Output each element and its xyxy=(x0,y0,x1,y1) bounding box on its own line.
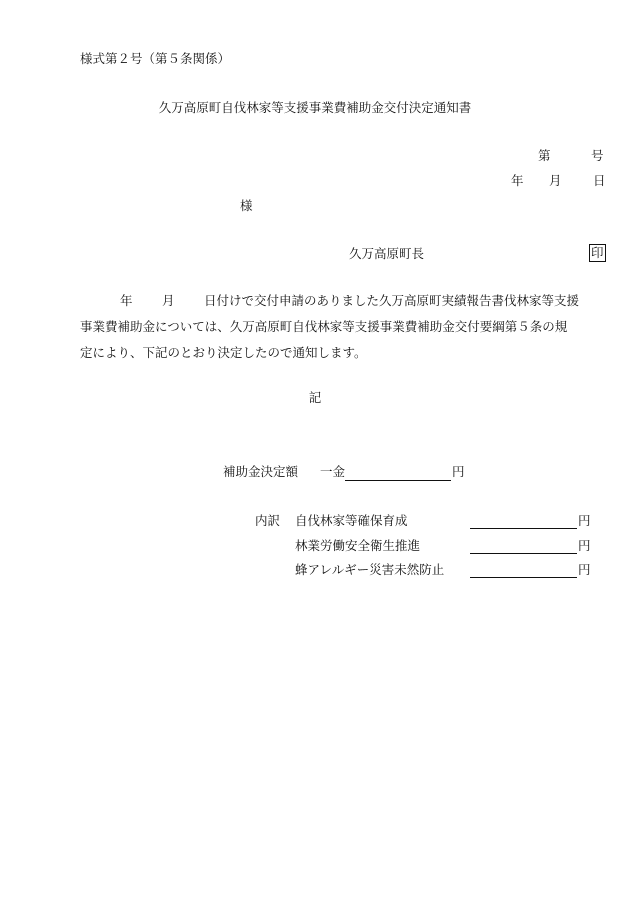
issuer-name: 久万高原町長 xyxy=(349,246,425,261)
amount-blank-line xyxy=(345,480,451,481)
amount-label: 補助金決定額 xyxy=(223,464,299,479)
breakdown-item-name: 林業労働安全衛生推進 xyxy=(295,538,421,553)
breakdown-item-blank-line xyxy=(470,553,577,554)
document-title: 久万高原町自伐林家等支援事業費補助金交付決定通知書 xyxy=(158,100,472,115)
body-line-1: 日付けで交付申請のありました久万高原町実績報告書伐林家等支援 xyxy=(204,293,580,308)
reference-number-dai: 第 xyxy=(538,148,551,163)
breakdown-item-unit: 円 xyxy=(578,562,591,577)
date-year-label: 年 xyxy=(511,173,524,188)
addressee-suffix: 様 xyxy=(240,198,253,213)
breakdown-item-name: 蜂アレルギー災害未然防止 xyxy=(295,562,445,577)
body-line-2: 事業費補助金については、久万高原町自伐林家等支援事業費補助金交付要綱第５条の規 xyxy=(80,319,568,334)
amount-prefix: 一金 xyxy=(320,464,346,479)
date-day-label: 日 xyxy=(593,173,606,188)
date-month-label: 月 xyxy=(549,173,562,188)
seal-mark: 印 xyxy=(591,245,604,260)
breakdown-item-blank-line xyxy=(470,528,577,529)
ki-heading: 記 xyxy=(308,390,322,405)
breakdown-item-unit: 円 xyxy=(578,538,591,553)
breakdown-item-name: 自伐林家等確保育成 xyxy=(295,513,408,528)
breakdown-item-unit: 円 xyxy=(578,513,591,528)
body-year-label: 年 xyxy=(120,293,133,308)
body-month-label: 月 xyxy=(162,293,175,308)
reference-number-go: 号 xyxy=(591,148,604,163)
form-number: 様式第２号（第５条関係） xyxy=(80,51,231,66)
breakdown-label: 内訳 xyxy=(255,513,281,528)
body-line-3: 定により、下記のとおり決定したので通知します。 xyxy=(80,345,367,360)
breakdown-item-blank-line xyxy=(470,577,577,578)
amount-unit: 円 xyxy=(452,464,465,479)
